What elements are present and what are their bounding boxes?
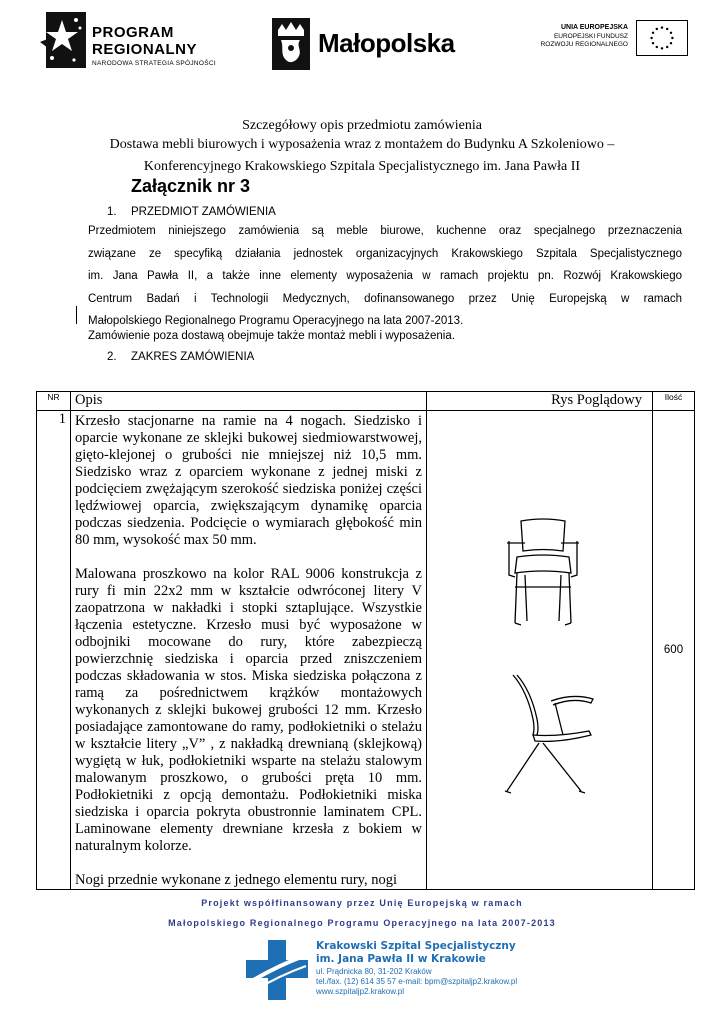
- row-quantity: 600: [653, 411, 695, 890]
- row-description: [71, 411, 427, 890]
- section1-note: Zamówienie poza dostawą obejmuje także montaż mebli i wyposażenia.: [88, 330, 455, 342]
- eu-logo: [540, 20, 688, 60]
- description-paragraph: Krzesło stacjonarne na ramie na 4 nogach. Siedzisko i oparcie wykonane ze sklejki bukowej siedmiowarstwowej, gięto-klejonej o grubości nie mniejszej niż 10,5 mm. Siedzisko wraz z oparciem wykonane z jednej miski z podcięciem zwężającym szerokość siedziska poniżej części lędźwiowej oparcia, zwiększającym dynamikę oparcia podczas siedzenia. Podcięcie o wymiarach głębokość min 80 mm, wysokość max 50 mm.: [75, 413, 422, 548]
- row-nr: 1: [37, 411, 71, 890]
- header-nr: NR: [37, 392, 71, 411]
- malopolska-crest-icon: [272, 18, 310, 70]
- annex-title: Załącznik nr 3: [131, 176, 251, 196]
- hospital-website-link[interactable]: www.szpitaljp2.krakow.pl: [316, 987, 405, 996]
- chair-front-view-icon: [493, 517, 593, 629]
- section1-heading: [107, 206, 276, 218]
- malopolska-name: Małopolska: [318, 28, 455, 58]
- description-paragraph: Malowana proszkowo na kolor RAL 9006 konstrukcja z rury fi min 22x2 mm w kształcie odwróconej litery V zaopatrzona w nakładki i stopki sztaplujące. Wszystkie łączenia estetyczne. Krzesło musi być wyposażone w odbojniki mocowane do rury, które zabezpieczą powierzchnię siedziska i oparcia przed zniszczeniem podczas składowania w stos. Miska siedziska połączona z ramą za pośrednictwem krążków montażowych wykonanych z sklejki bukowej grubości 12 mm. Krzesło posiadające zamontowane do ramy, podłokietniki o stelażu w kształcie litery „V” , z nakładką drewnianą (sklejkową) wygiętą w łuk, podłokietniki wsparte na stelażu stalowym malowanym proszkowo, o grubości pręta 10 mm. Podłokietniki z opcją demontażu. Podłokietniki miska siedziska i oparcia pokryta obustronnie laminatem CPL. Laminowane elementy drewniane krzesła z bokiem w naturalnym kolorze.: [75, 566, 422, 854]
- header-opis: Opis: [71, 392, 427, 411]
- hospital-logo: [246, 938, 646, 1008]
- eu-flag-icon: [636, 20, 688, 56]
- paragraph-line: Małopolskiego Regionalnego Programu Operacyjnego na lata 2007-2013.: [88, 315, 464, 327]
- paragraph-line: związane ze specyfiką działania jednostek organizacyjnych Krakowskiego Szpitala Specjalistycznego: [88, 247, 682, 260]
- section1-paragraph: [88, 220, 682, 333]
- document-title-line1: Szczegółowy opis przedmiotu zamówienia: [242, 118, 482, 133]
- table-header-row: [37, 392, 695, 411]
- revision-bar: [76, 306, 77, 324]
- document-title-line3: Konferencyjnego Krakowskiego Szpitala Specjalistycznego im. Jana Pawła II: [143, 159, 581, 174]
- program-logo-line3: NARODOWA STRATEGIA SPÓJNOŚCI: [92, 60, 216, 67]
- paragraph-line: im. Jana Pawła II, a także inne elementy wyposażenia w ramach projektu pn. Rozwój Krakowskiego: [88, 270, 682, 282]
- chair-side-view-icon: [493, 671, 603, 799]
- items-table: [36, 391, 695, 890]
- hospital-contact: tel./fax. (12) 614 35 57 e-mail: bpm@szpitaljp2.krakow.pl: [316, 977, 518, 986]
- section2-number: 2.: [107, 351, 117, 363]
- section1-number: 1.: [107, 206, 117, 218]
- section2-title: ZAKRES ZAMÓWIENIA: [131, 351, 255, 363]
- header-ilosc: Ilość: [653, 392, 695, 411]
- eu-logo-line1: UNIA EUROPEJSKA: [560, 24, 628, 31]
- description-paragraph: Nogi przednie wykonane z jednego elementu rury, nogi: [75, 872, 397, 888]
- hospital-name-line2: im. Jana Pawła II w Krakowie: [316, 953, 486, 965]
- hospital-cross-icon: [246, 940, 308, 1000]
- eu-logo-line2: EUROPEJSKI FUNDUSZ: [553, 33, 628, 40]
- hospital-name-line1: Krakowski Szpital Specjalistyczny: [316, 940, 516, 952]
- hospital-address: ul. Prądnicka 80, 31-202 Kraków: [316, 967, 432, 976]
- document-title-line2: Dostawa mebli biurowych i wyposażenia wraz z montażem do Budynku A Szkoleniowo –: [109, 137, 615, 152]
- header-rys: Rys Poglądowy: [427, 392, 653, 411]
- footer-cofinancing-line2: Małopolskiego Regionalnego Programu Operacyjnego na lata 2007-2013: [168, 918, 556, 928]
- table-row: [37, 411, 695, 890]
- section1-title: PRZEDMIOT ZAMÓWIENIA: [131, 206, 276, 218]
- program-logo-line1: PROGRAM: [92, 24, 174, 41]
- malopolska-logo: [272, 18, 472, 70]
- eu-logo-line3: ROZWOJU REGIONALNEGO: [540, 41, 628, 48]
- section2-heading: [107, 351, 254, 363]
- program-star-icon: [40, 12, 86, 68]
- program-regionalny-logo: [40, 12, 230, 72]
- paragraph-line: Przedmiotem niniejszego zamówienia są meble biurowe, kuchenne oraz specjalnego przeznaczenia: [88, 225, 682, 237]
- row-illustration: [427, 411, 653, 890]
- paragraph-line: Centrum Badań i Technologii Medycznych, dofinansowanego przez Unię Europejską w ramach: [88, 292, 682, 305]
- program-logo-line2: REGIONALNY: [92, 41, 198, 58]
- footer-cofinancing-line1: Projekt współfinansowany przez Unię Europejską w ramach: [201, 898, 523, 908]
